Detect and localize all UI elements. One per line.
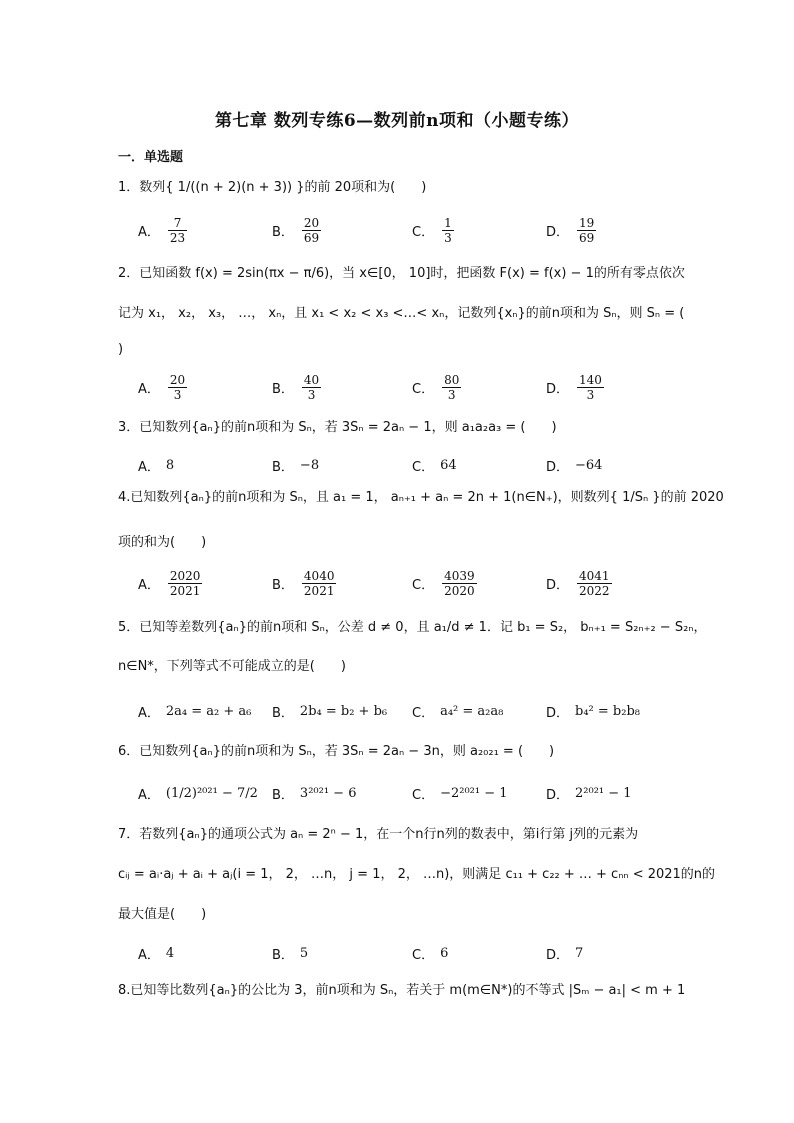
- option-value: b₄² = b₂b₈: [575, 703, 640, 719]
- question-7-options: [138, 936, 698, 970]
- option-d[interactable]: [546, 213, 598, 247]
- option-label: B．: [272, 381, 294, 397]
- numerator: 4041: [579, 568, 610, 583]
- option-label: B．: [272, 947, 294, 963]
- question-4-options: [138, 566, 698, 600]
- option-label: B．: [272, 224, 294, 240]
- question-3-options: [138, 448, 698, 482]
- question-7-line-1: 7．若数列{aₙ}的通项公式为 aₙ = 2ⁿ − 1，在一个n行n列的数表中，第i行第 j列的元素为: [118, 827, 639, 842]
- fraction: [302, 216, 321, 245]
- option-value: −2²⁰²¹ − 1: [440, 785, 508, 801]
- option-value: 5: [299, 945, 309, 961]
- numerator: 2020: [169, 568, 201, 583]
- fraction: [577, 216, 596, 245]
- option-label: D．: [546, 577, 570, 593]
- option-label: C．: [412, 459, 435, 475]
- option-label: A．: [138, 705, 160, 721]
- option-value: 3²⁰²¹ − 6: [299, 785, 357, 801]
- option-a[interactable]: [138, 776, 258, 810]
- fraction: [442, 373, 461, 402]
- numerator: 7: [168, 216, 187, 231]
- option-c[interactable]: [412, 213, 456, 247]
- option-b[interactable]: [272, 694, 387, 728]
- option-d[interactable]: [546, 448, 602, 482]
- question-1-text: 1．数列{ 1/((n + 2)(n + 3)) }的前 20项和为( ): [118, 180, 427, 195]
- denominator: 2021: [169, 583, 201, 598]
- question-6-text: 6．已知数列{aₙ}的前n项和为 Sₙ，若 3Sₙ = 2aₙ − 3n，则 a₂₀₂₁ = ( ): [118, 744, 555, 759]
- option-label: B．: [272, 705, 294, 721]
- option-label: C．: [412, 787, 435, 803]
- question-2-line-3: ): [118, 342, 124, 357]
- option-value: −64: [575, 457, 603, 473]
- denominator: 69: [579, 230, 595, 245]
- option-a[interactable]: [138, 936, 174, 970]
- option-c[interactable]: [412, 776, 508, 810]
- option-b[interactable]: [272, 566, 338, 600]
- option-value: 2²⁰²¹ − 1: [575, 785, 632, 801]
- question-7-line-2: cᵢⱼ = aᵢ·aⱼ + aᵢ + aⱼ(i = 1， 2， …n， j = 1， 2， …n)，则满足 c₁₁ + c₂₂ + … + cₙₙ < 2021的n的: [118, 867, 716, 882]
- numerator: 80: [444, 372, 460, 387]
- denominator: 3: [307, 387, 316, 402]
- fraction: [577, 569, 612, 598]
- question-1-options: [138, 213, 698, 247]
- fraction: [442, 216, 454, 245]
- option-d[interactable]: [546, 936, 583, 970]
- numerator: 140: [579, 372, 602, 387]
- numerator: 19: [579, 215, 595, 230]
- numerator: 20: [169, 372, 186, 387]
- fraction: [168, 373, 187, 402]
- numerator: 4040: [303, 568, 335, 583]
- question-4-line-1: 4.已知数列{aₙ}的前n项和为 Sₙ，且 a₁ = 1， aₙ₊₁ + aₙ = 2n + 1(n∈N₊)，则数列{ 1/Sₙ }的前 2020: [118, 490, 724, 505]
- denominator: 2021: [303, 583, 335, 598]
- option-label: C．: [412, 224, 435, 240]
- option-label: B．: [272, 787, 294, 803]
- option-b[interactable]: [272, 776, 356, 810]
- question-7-line-3: 最大值是( ): [118, 907, 207, 922]
- question-2-line-2: 记为 x₁， x₂， x₃， …， xₙ，且 x₁ < x₂ < x₃ <…< xₙ，记数列{xₙ}的前n项和为 Sₙ，则 Sₙ = (: [118, 306, 685, 321]
- option-label: D．: [546, 459, 570, 475]
- option-label: D．: [546, 224, 570, 240]
- option-value: 7: [575, 945, 584, 961]
- option-value: 2b₄ = b₂ + b₆: [299, 703, 388, 719]
- option-d[interactable]: [546, 776, 632, 810]
- option-label: D．: [546, 787, 570, 803]
- option-c[interactable]: [412, 448, 457, 482]
- option-c[interactable]: [412, 694, 503, 728]
- fraction: [168, 569, 203, 598]
- fraction: [302, 373, 321, 402]
- option-label: A．: [138, 787, 160, 803]
- page-title: 第七章 数列专练6—数列前n项和（小题专练）: [214, 111, 580, 131]
- fraction: [577, 373, 604, 402]
- denominator: 3: [173, 387, 182, 402]
- option-d[interactable]: [546, 370, 606, 404]
- option-value: a₄² = a₂a₈: [440, 703, 504, 719]
- option-c[interactable]: [412, 566, 479, 600]
- option-a[interactable]: [138, 370, 189, 404]
- question-5-line-1: 5．已知等差数列{aₙ}的前n项和 Sₙ，公差 d ≠ 0，且 a₁/d ≠ 1．记 b₁ = S₂， bₙ₊₁ = S₂ₙ₊₂ − S₂ₙ，: [118, 620, 707, 635]
- option-value: 2a₄ = a₂ + a₆: [165, 703, 252, 719]
- option-value: 8: [165, 457, 175, 473]
- option-c[interactable]: [412, 370, 463, 404]
- option-d[interactable]: [546, 694, 640, 728]
- option-label: C．: [412, 947, 435, 963]
- numerator: 20: [303, 215, 320, 230]
- numerator: 40: [303, 372, 320, 387]
- option-label: D．: [546, 705, 570, 721]
- denominator: 3: [444, 230, 452, 245]
- fraction: [168, 216, 187, 245]
- option-value: (1/2)²⁰²¹ − 7/2: [165, 785, 258, 801]
- option-value: 64: [440, 457, 457, 473]
- option-label: A．: [138, 947, 160, 963]
- option-a[interactable]: [138, 213, 189, 247]
- question-6-options: [138, 776, 698, 810]
- option-label: B．: [272, 459, 294, 475]
- option-label: C．: [412, 381, 435, 397]
- option-a[interactable]: [138, 566, 204, 600]
- option-c[interactable]: [412, 936, 448, 970]
- option-label: C．: [412, 577, 435, 593]
- question-8-text: 8.已知等比数列{aₙ}的公比为 3，前n项和为 Sₙ，若关于 m(m∈N*)的不等式 |Sₘ − a₁| < m + 1: [118, 983, 686, 998]
- option-a[interactable]: [138, 448, 174, 482]
- numerator: 1: [444, 215, 452, 230]
- denominator: 3: [447, 387, 456, 402]
- question-5-line-2: n∈N*，下列等式不可能成立的是( ): [118, 659, 346, 674]
- option-b[interactable]: [272, 213, 323, 247]
- question-3-text: 3．已知数列{aₙ}的前n项和为 Sₙ，若 3Sₙ = 2aₙ − 1，则 a₁a₂a₃ = ( ): [118, 420, 557, 435]
- denominator: 2022: [579, 583, 610, 598]
- option-label: D．: [546, 947, 570, 963]
- question-5-options: [138, 694, 698, 728]
- question-4-line-2: 项的和为( ): [118, 535, 207, 550]
- section-title: 一．单选题: [118, 150, 184, 165]
- option-value: 6: [440, 945, 449, 961]
- option-a[interactable]: [138, 694, 251, 728]
- option-label: B．: [272, 577, 294, 593]
- denominator: 23: [169, 230, 186, 245]
- option-d[interactable]: [546, 566, 614, 600]
- option-value: 4: [165, 945, 175, 961]
- option-b[interactable]: [272, 448, 319, 482]
- option-label: A．: [138, 459, 160, 475]
- fraction: [302, 569, 337, 598]
- option-value: −8: [299, 457, 320, 473]
- fraction: [442, 569, 477, 598]
- option-label: C．: [412, 705, 435, 721]
- denominator: 69: [303, 230, 320, 245]
- question-2-line-1: 2．已知函数 f(x) = 2sin(πx − π/6)，当 x∈[0， 10]时，把函数 F(x) = f(x) − 1的所有零点依次: [118, 266, 685, 281]
- question-2-options: [138, 370, 698, 404]
- option-label: D．: [546, 381, 570, 397]
- numerator: 4039: [444, 568, 475, 583]
- option-label: A．: [138, 224, 160, 240]
- denominator: 3: [586, 387, 595, 402]
- denominator: 2020: [444, 583, 475, 598]
- option-b[interactable]: [272, 936, 308, 970]
- option-label: A．: [138, 577, 160, 593]
- option-b[interactable]: [272, 370, 323, 404]
- option-label: A．: [138, 381, 160, 397]
